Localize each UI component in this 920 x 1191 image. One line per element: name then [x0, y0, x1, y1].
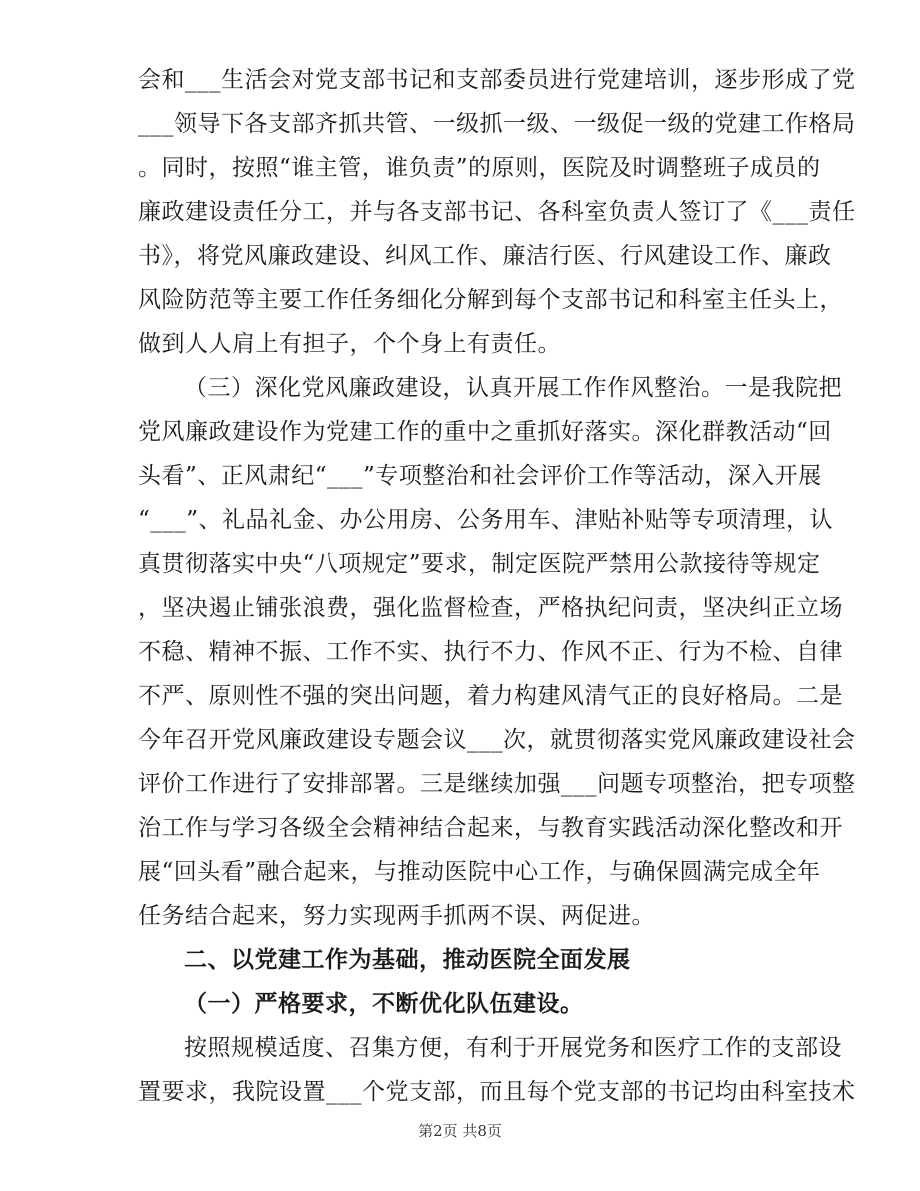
paragraph-line: 治工作与学习各级全会精神结合起来，与教育实践活动深化整改和开	[138, 815, 843, 841]
paragraph-line: 书》，将党风廉政建设、纠风工作、廉洁行医、行风建设工作、廉政	[138, 243, 832, 269]
paragraph-line: 。同时，按照“谁主管，谁负责”的原则，医院及时调整班子成员的	[138, 155, 821, 181]
paragraph-line: 不稳、精神不振、工作不实、执行不力、作风不正、行为不检、自律	[138, 639, 843, 665]
paragraph-line: 会和___生活会对党支部书记和支部委员进行党建培训，逐步形成了党	[138, 67, 856, 93]
paragraph-line: “___”、礼品礼金、办公用房、公务用车、津贴补贴等专项清理，认	[138, 507, 834, 533]
subsection-heading: （一）严格要求，不断优化队伍建设。	[184, 990, 584, 1017]
paragraph-line: 今年召开党风廉政建设专题会议___次，就贯彻落实党风廉政建设社会	[138, 727, 856, 753]
paragraph-line: 不严、原则性不强的突出问题，着力构建风清气正的良好格局。二是	[138, 683, 843, 709]
paragraph-line: （三）深化党风廉政建设，认真开展工作作风整治。一是我院把	[184, 375, 842, 401]
paragraph-line: 真贯彻落实中央“八项规定”要求，制定医院严禁用公款接待等规定	[138, 551, 821, 577]
page-footer: 第2页 共8页	[418, 1122, 502, 1140]
paragraph-line: 风险防范等主要工作任务细化分解到每个支部书记和科室主任头上，	[138, 287, 843, 313]
paragraph-line: 按照规模适度、召集方便，有利于开展党务和医疗工作的支部设	[184, 1035, 842, 1061]
paragraph-line: ___领导下各支部齐抓共管、一级抓一级、一级促一级的党建工作格局	[138, 111, 856, 137]
paragraph-line: 任务结合起来，努力实现两手抓两不误、两促进。	[138, 903, 655, 929]
paragraph-line: 党风廉政建设作为党建工作的重中之重抓好落实。深化群教活动“回	[138, 419, 832, 445]
section-heading: 二、以党建工作为基础，推动医院全面发展	[184, 946, 631, 973]
paragraph-line: 置要求，我院设置___个党支部，而且每个党支部的书记均由科室技术	[138, 1079, 856, 1105]
paragraph-line: 廉政建设责任分工，并与各支部书记、各科室负责人签订了《___责任	[138, 199, 856, 225]
paragraph-line: 做到人人肩上有担子，个个身上有责任。	[138, 331, 561, 357]
paragraph-line: 头看”、正风肃纪“___”专项整治和社会评价工作等活动，深入开展	[138, 463, 822, 489]
paragraph-line: 评价工作进行了安排部署。三是继续加强___问题专项整治，把专项整	[138, 771, 856, 797]
paragraph-line: ，坚决遏止铺张浪费，强化监督检查，严格执纪问责，坚决纠正立场	[138, 595, 843, 621]
paragraph-line: 展“回头看”融合起来，与推动医院中心工作，与确保圆满完成全年	[138, 859, 821, 885]
